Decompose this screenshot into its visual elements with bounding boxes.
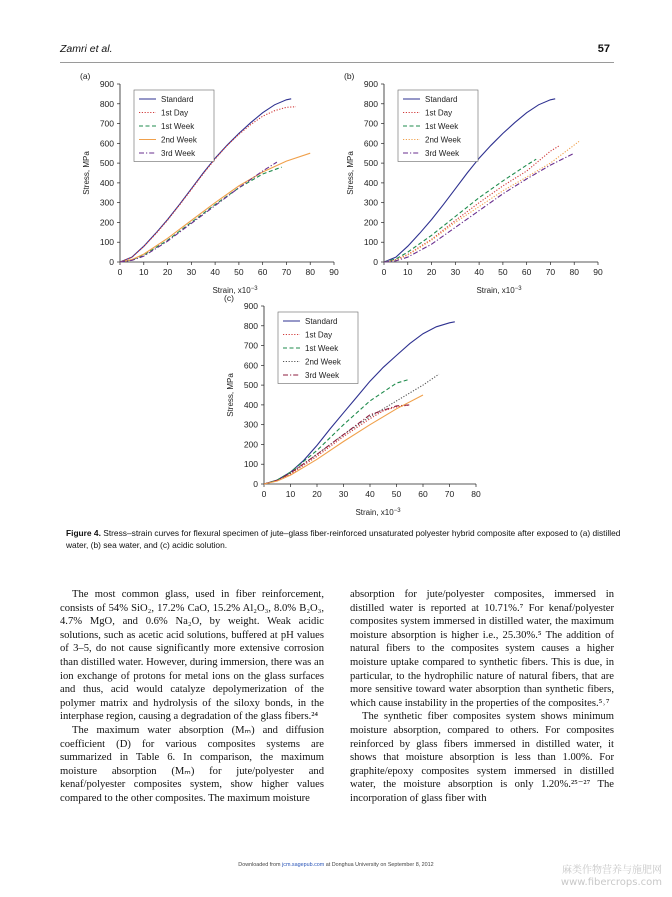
watermark	[561, 865, 662, 889]
x-tick-label: 20	[162, 267, 173, 277]
y-tick-label: 0	[109, 257, 114, 267]
y-tick-label: 600	[99, 138, 114, 149]
y-axis-title: Stress, MPa	[346, 151, 355, 195]
x-tick-label: 0	[261, 489, 267, 499]
series-line-1st-week	[264, 379, 410, 484]
y-tick-label: 900	[363, 79, 378, 89]
y-axis-title: Stress, MPa	[226, 373, 235, 417]
y-tick-label: 400	[363, 177, 378, 188]
y-tick-label: 400	[99, 177, 114, 188]
y-tick-label: 0	[253, 479, 258, 489]
y-tick-label: 600	[243, 360, 258, 371]
x-axis-title: Strain, $x10^{-3}$	[355, 508, 401, 517]
legend-label: 3rd Week	[161, 149, 196, 158]
running-header-page-number: 57	[597, 43, 610, 55]
x-tick-label: 70	[281, 267, 292, 277]
legend-label: 1st Week	[161, 122, 195, 131]
y-tick-label: 200	[363, 217, 378, 228]
legend-label: 2nd Week	[425, 135, 461, 145]
x-tick-label: 40	[210, 267, 220, 277]
legend-label: Standard	[305, 317, 338, 326]
y-tick-label: 500	[363, 158, 378, 169]
y-tick-label: 300	[363, 197, 378, 208]
legend-label: 1st Week	[305, 344, 339, 353]
y-tick-label: 100	[243, 459, 258, 470]
legend-label: 2nd Week	[161, 135, 197, 145]
x-tick-label: 40	[365, 489, 375, 499]
series-line-1st-week	[120, 167, 282, 262]
x-axis-title-exponent: −3	[514, 286, 522, 292]
y-tick-label: 700	[243, 340, 258, 351]
legend-label: 3rd Week	[425, 149, 460, 158]
y-tick-label: 700	[363, 118, 378, 129]
y-tick-label: 0	[373, 257, 378, 267]
x-tick-label: 20	[312, 489, 322, 499]
header-rule	[60, 62, 614, 63]
x-tick-label: 10	[403, 267, 413, 277]
y-tick-label: 400	[243, 399, 258, 410]
x-tick-label: 80	[569, 267, 579, 277]
x-tick-label: 60	[521, 267, 532, 277]
x-tick-label: 60	[418, 489, 428, 499]
y-tick-label: 300	[99, 197, 114, 208]
paragraph: The maximum water absorption (Mₘ) and diffusion coefficient (D) for various composites systems are summarized in Table 6. In comparison, the maximum moisture absorption (Mₘ) for jute/polyester and kenaf/polyester composites system, show higher values compared to the other composites. The maximum moisture	[60, 724, 324, 804]
y-tick-label: 200	[243, 439, 258, 450]
x-tick-label: 90	[593, 267, 603, 277]
x-tick-label: 10	[139, 267, 149, 277]
x-axis-title: Strain, $x10^{-3}$	[476, 286, 522, 295]
x-tick-label: 10	[285, 489, 296, 499]
x-tick-label: 0	[381, 267, 387, 277]
body-right-column	[350, 588, 614, 806]
legend-label: 1st Day	[161, 108, 189, 118]
footer-link[interactable]: jcm.sagepub.com	[282, 862, 325, 868]
x-axis-title-exponent: −3	[393, 508, 401, 514]
x-tick-label: 50	[234, 267, 244, 277]
x-axis-title: Strain, $x10^{-3}$	[212, 286, 258, 295]
y-tick-label: 800	[99, 98, 114, 109]
y-tick-label: 500	[99, 158, 114, 169]
legend-label: 3rd Week	[305, 371, 340, 380]
chart-panel-b	[340, 70, 610, 302]
panel-label: (c)	[224, 293, 234, 303]
y-tick-label: 100	[363, 237, 378, 248]
legend-label: 1st Day	[305, 330, 333, 340]
y-tick-label: 200	[99, 217, 114, 228]
legend-label: Standard	[425, 95, 458, 104]
x-tick-label: 20	[426, 267, 437, 277]
footer-suffix: at Donghua University on September 8, 2012	[324, 862, 434, 868]
figure-caption	[66, 527, 622, 551]
x-tick-label: 0	[117, 267, 123, 277]
x-tick-label: 60	[257, 267, 268, 277]
legend-label: Standard	[161, 95, 194, 104]
y-tick-label: 300	[243, 419, 258, 430]
x-tick-label: 80	[305, 267, 315, 277]
legend-label: 1st Day	[425, 108, 453, 118]
chart-panel-c	[220, 292, 490, 522]
series-line-unlabeled	[264, 395, 423, 484]
y-tick-label: 900	[243, 301, 258, 311]
y-tick-label: 900	[99, 79, 114, 89]
body-left-column	[60, 588, 324, 806]
x-tick-label: 70	[444, 489, 455, 499]
y-tick-label: 800	[363, 98, 378, 109]
y-tick-label: 800	[243, 320, 258, 331]
figure-caption-text: Stress–strain curves for flexural specimen of jute–glass fiber-reinforced unsaturated polyester hybrid composite after exposed to (a) distilled water, (b) sea water, and (c) acidic solution.	[66, 528, 621, 550]
y-tick-label: 700	[99, 118, 114, 129]
x-tick-label: 30	[186, 267, 197, 277]
x-tick-label: 40	[474, 267, 484, 277]
panel-label: (b)	[344, 71, 355, 81]
y-tick-label: 100	[99, 237, 114, 248]
x-tick-label: 30	[450, 267, 461, 277]
panel-label: (a)	[80, 71, 91, 81]
x-tick-label: 50	[391, 489, 402, 499]
watermark-line-1: 麻类作物营养与施肥网	[562, 865, 662, 876]
x-tick-label: 90	[329, 267, 339, 277]
running-header-author: Zamri et al.	[60, 43, 113, 55]
y-tick-label: 600	[363, 138, 378, 149]
legend-label: 1st Week	[425, 122, 459, 131]
y-axis-title: Stress, MPa	[82, 151, 91, 195]
y-tick-label: 500	[243, 380, 258, 391]
x-tick-label: 80	[471, 489, 481, 499]
paragraph: The synthetic fiber composites system shows minimum moisture absorption, compared to others. For composites reinforced by glass fibers immersed in distilled water, it shows that moisture absorption is less than 1.00%. For graphite/epoxy composites system immersed in distilled water, the moisture absorption is only 1.20%.²⁵⁻²⁷ The incorporation of glass fiber with	[350, 711, 614, 804]
x-tick-label: 70	[545, 267, 556, 277]
legend-label: 2nd Week	[305, 357, 341, 367]
series-line-2nd-week	[120, 153, 310, 262]
chart-panel-a	[76, 70, 344, 302]
paragraph: The most common glass, used in fiber reinforcement, consists of 54% SiO₂, 17.2% CaO, 15.2% Al₂O₃, 8.0% B₂O₃, 4.7% MgO, and 0.6% Na₂O, by weight. Weak acidic solutions, such as acetic acid solutions, buffered at pH values of 3–5, do not cause significantly more extensive corrosion than distilled water. However, during immersion, there was an ion exchange of protons for metal ions on the glass surfaces and thus, acid would catalyze depolymerization of the polymer matrix and hydrolysis of the siloxy bonds, in the interphase region, causing a degradation of the glass fibers.²⁴	[60, 589, 324, 723]
watermark-line-2: www.fibercrops.com	[560, 877, 662, 888]
figure-label: Figure 4.	[66, 528, 101, 538]
paragraph: absorption for jute/polyester composites, immersed in distilled water is reported at 10.71%.⁷ For kenaf/polyester composites system immersed in distilled water, the maximum moisture absorption is higher i.e., 25.30%.⁵ The addition of natural fibers to the composites system causes a higher moisture uptake compared to synthetic fibers. This is due, in particular, to the hydrophilic nature of natural fibers, that are more sensitive toward water absorption than synthetic fibers, which cause instability in the properties of the composites.⁵˒⁷	[350, 589, 614, 709]
x-axis-title-exponent: −3	[250, 286, 258, 292]
x-tick-label: 50	[498, 267, 508, 277]
series-line-1st-day	[264, 405, 410, 484]
series-line-3rd-week	[264, 405, 410, 484]
x-tick-label: 30	[338, 489, 349, 499]
footer-prefix: Downloaded from	[238, 862, 283, 868]
series-line-3rd-week	[384, 153, 574, 262]
